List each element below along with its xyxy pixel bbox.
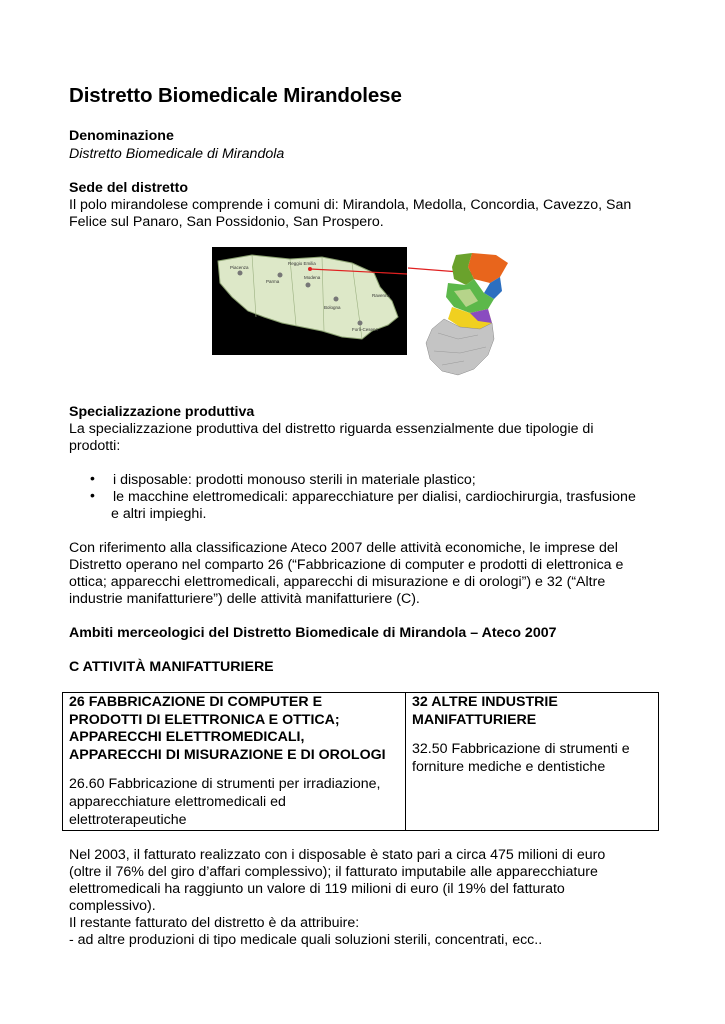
province-zoom-map [408, 243, 516, 388]
fatturato-line1: Nel 2003, il fatturato realizzato con i disposable è stato pari a circa 475 milioni di euro [69, 847, 606, 863]
attivita-heading: C ATTIVITÀ MANIFATTURIERE [69, 659, 274, 675]
map-label-6: Forlì-Cesena [352, 327, 379, 332]
bullet-dot: • [90, 470, 95, 486]
sede-heading: Sede del distretto [69, 180, 189, 196]
sede-text-line2: Felice sul Panaro, San Possidonio, San Prospero. [69, 214, 384, 230]
table-cell-26 [63, 693, 406, 831]
cell-26-head-line2: PRODOTTI DI ELETTRONICA E OTTICA; [69, 711, 340, 728]
cell-26-item-line1: 26.60 Fabbricazione di strumenti per irradiazione, [69, 776, 381, 793]
modena-province-map-image [408, 243, 516, 388]
specializzazione-text-line2: prodotti: [69, 438, 121, 454]
cell-26-item-line3: elettroterapeutiche [69, 811, 187, 828]
map-label-0: Piacenza [230, 265, 249, 270]
cell-26-item-line2: apparecchiature elettromedicali ed [69, 793, 286, 810]
map-label-3: Modena [304, 275, 321, 280]
ambiti-heading: Ambiti merceologici del Distretto Biomedicale di Mirandola – Ateco 2007 [69, 625, 557, 641]
specializzazione-text-line1: La specializzazione produttiva del distretto riguarda essenzialmente due tipologie di [69, 421, 594, 437]
ateco-text-line3: ottica; apparecchi elettromedicali, apparecchi di misurazione e di orologi”) e 32 (“Altre [69, 574, 606, 590]
fatturato-line5: Il restante fatturato del distretto è da attribuire: [69, 915, 360, 931]
bullet-item-macchine-cont: e altri impieghi. [111, 506, 207, 522]
page-title: Distretto Biomedicale Mirandolese [69, 84, 402, 107]
cell-32-item-line1: 32.50 Fabbricazione di strumenti e [412, 741, 630, 758]
specializzazione-heading: Specializzazione produttiva [69, 404, 255, 420]
fatturato-line6: - ad altre produzioni di tipo medicale quali soluzioni sterili, concentrati, ecc.. [69, 932, 543, 948]
denominazione-heading: Denominazione [69, 128, 174, 144]
ateco-text-line1: Con riferimento alla classificazione Ateco 2007 delle attività economiche, le imprese del [69, 540, 618, 556]
map-label-2: Parma [266, 279, 280, 284]
ateco-table [62, 692, 659, 831]
table-cell-32 [406, 693, 659, 831]
bullet-dot: • [90, 487, 95, 503]
fatturato-line2: (oltre il 76% del giro d’affari complessivo); il fatturato imputabile alle apparecchiature [69, 864, 598, 880]
cell-26-head-line3: APPARECCHI ELETTROMEDICALI, [69, 729, 305, 746]
cell-26-head-line1: 26 FABBRICAZIONE DI COMPUTER E [69, 694, 323, 710]
table-row [63, 693, 659, 831]
map-label-5: Ravenna [372, 293, 391, 298]
sede-text-line1: Il polo mirandolese comprende i comuni di: Mirandola, Medolla, Concordia, Cavezzo, San [69, 197, 632, 213]
denominazione-value: Distretto Biomedicale di Mirandola [69, 146, 285, 162]
map-label-1: Reggio Emilia [288, 261, 316, 266]
emilia-romagna-map-image [212, 247, 407, 355]
ateco-text-line4: industrie manifatturiere”) delle attività manifatturiere (C). [69, 591, 420, 607]
map-label-4: Bologna [324, 305, 341, 310]
fatturato-line3: elettromedicali ha raggiunto un valore di 119 milioni di euro (il 19% del fatturato [69, 881, 565, 897]
bullet-item-disposable: i disposable: prodotti monouso sterili in materiale plastico; [113, 472, 476, 488]
cell-26-head-line4: APPARECCHI DI MISURAZIONE E DI OROLOGI [69, 746, 386, 763]
ateco-text-line2: Distretto operano nel comparto 26 (“Fabbricazione di computer e prodotti di elettronica e [69, 557, 624, 573]
region-map [212, 247, 407, 355]
cell-32-item-line2: forniture mediche e dentistiche [412, 758, 606, 775]
bullet-item-macchine: le macchine elettromedicali: apparecchiature per dialisi, cardiochirurgia, trasfusione [113, 489, 636, 505]
cell-32-head-line1: 32 ALTRE INDUSTRIE [412, 694, 558, 710]
cell-32-head-line2: MANIFATTURIERE [412, 711, 537, 728]
fatturato-line4: complessivo). [69, 898, 156, 914]
